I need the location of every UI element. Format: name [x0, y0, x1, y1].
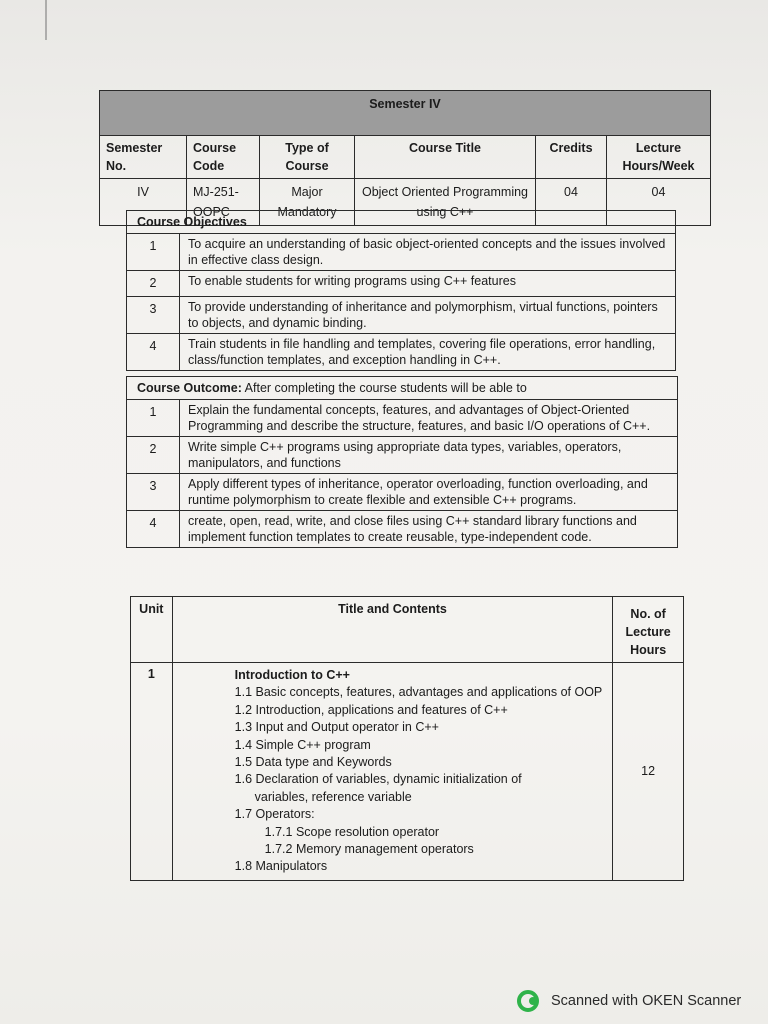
semester-table [99, 90, 711, 226]
outcome-heading-label: Course Outcome: [137, 381, 242, 395]
table-row [127, 297, 676, 334]
list-item: 1.6 Declaration of variables, dynamic initialization of [234, 772, 522, 787]
header-lecture-hours: Lecture Hours/Week [607, 136, 711, 179]
objective-text: To enable students for writing programs using C++ features [180, 271, 676, 297]
objective-text: Train students in file handling and templates, covering file operations, error handling, class/function templates, and exception handling in C++. [180, 334, 676, 371]
objective-number: 1 [127, 234, 180, 271]
semester-banner: Semester IV [100, 91, 711, 136]
list-item: 1.2 Introduction, applications and features of C++ [234, 702, 508, 717]
outcome-number: 1 [127, 400, 180, 437]
scanner-watermark [517, 990, 741, 1012]
header-credits: Credits [536, 136, 607, 179]
cell-course-code: MJ-251-OOPC [187, 179, 260, 226]
unit-contents [172, 663, 613, 881]
table-row [127, 271, 676, 297]
list-item: 1.8 Manipulators [234, 859, 328, 874]
cell-lecture-hours: 04 [607, 179, 711, 226]
outcome-text: create, open, read, write, and close files using C++ standard library functions and implement function templates to create reusable, type-independent code. [180, 511, 678, 548]
outcome-text: Write simple C++ programs using appropriate data types, variables, operators, manipulators, and functions [180, 437, 678, 474]
header-title-contents: Title and Contents [172, 597, 613, 663]
table-row [127, 400, 678, 437]
outcome-text: Apply different types of inheritance, operator overloading, function overloading, and runtime polymorphism to create flexible and extensible C++ programs. [180, 474, 678, 511]
outcome-number: 4 [127, 511, 180, 548]
table-row [127, 437, 678, 474]
table-row [131, 663, 684, 881]
header-unit: Unit [131, 597, 173, 663]
table-row [127, 334, 676, 371]
list-item: 1.7 Operators: [234, 807, 315, 822]
cell-course-title: Object Oriented Programming using C++ [355, 179, 536, 226]
outcome-number: 2 [127, 437, 180, 474]
outcome-number: 3 [127, 474, 180, 511]
header-semester-no: Semester No. [100, 136, 187, 179]
list-item: 1.3 Input and Output operator in C++ [234, 720, 439, 735]
course-objectives-table [126, 210, 676, 371]
objective-number: 2 [127, 271, 180, 297]
unit-lecture-hours: 12 [613, 663, 684, 881]
cell-credits: 04 [536, 179, 607, 226]
list-item: 1.7.2 Memory management operators [264, 842, 474, 857]
unit-contents-table [130, 596, 684, 881]
outcome-heading-text: After completing the course students will be able to [241, 381, 527, 395]
unit-number: 1 [131, 663, 173, 881]
list-item: 1.1 Basic concepts, features, advantages and applications of OOP [234, 685, 603, 700]
unit-title: Introduction to C++ [234, 668, 350, 682]
outcome-heading [127, 377, 678, 400]
oken-logo-icon [517, 990, 543, 1012]
header-lecture-hours-count: No. of Lecture Hours [613, 597, 684, 663]
objectives-heading: Course Objectives [127, 211, 676, 234]
scanner-text: Scanned with OKEN Scanner [551, 993, 742, 1009]
page-edge-mark [45, 0, 47, 40]
list-item: 1.7.1 Scope resolution operator [264, 824, 440, 839]
objective-text: To provide understanding of inheritance and polymorphism, virtual functions, pointers to objects, and dynamic binding. [180, 297, 676, 334]
cell-semester-no: IV [100, 179, 187, 226]
cell-course-type: Major Mandatory [260, 179, 355, 226]
table-row [127, 511, 678, 548]
header-course-type: Type of Course [260, 136, 355, 179]
outcome-text: Explain the fundamental concepts, features, and advantages of Object-Oriented Programming and describe the structure, features, and basic I/O operations of C++. [180, 400, 678, 437]
list-item: 1.5 Data type and Keywords [234, 755, 392, 770]
objective-text: To acquire an understanding of basic object-oriented concepts and the issues involved in effective class design. [180, 234, 676, 271]
course-outcome-table [126, 376, 678, 548]
list-item: variables, reference variable [254, 789, 412, 804]
table-row [127, 474, 678, 511]
header-course-title: Course Title [355, 136, 536, 179]
header-course-code: Course Code [187, 136, 260, 179]
table-row [127, 234, 676, 271]
objective-number: 3 [127, 297, 180, 334]
list-item: 1.4 Simple C++ program [234, 737, 371, 752]
objective-number: 4 [127, 334, 180, 371]
